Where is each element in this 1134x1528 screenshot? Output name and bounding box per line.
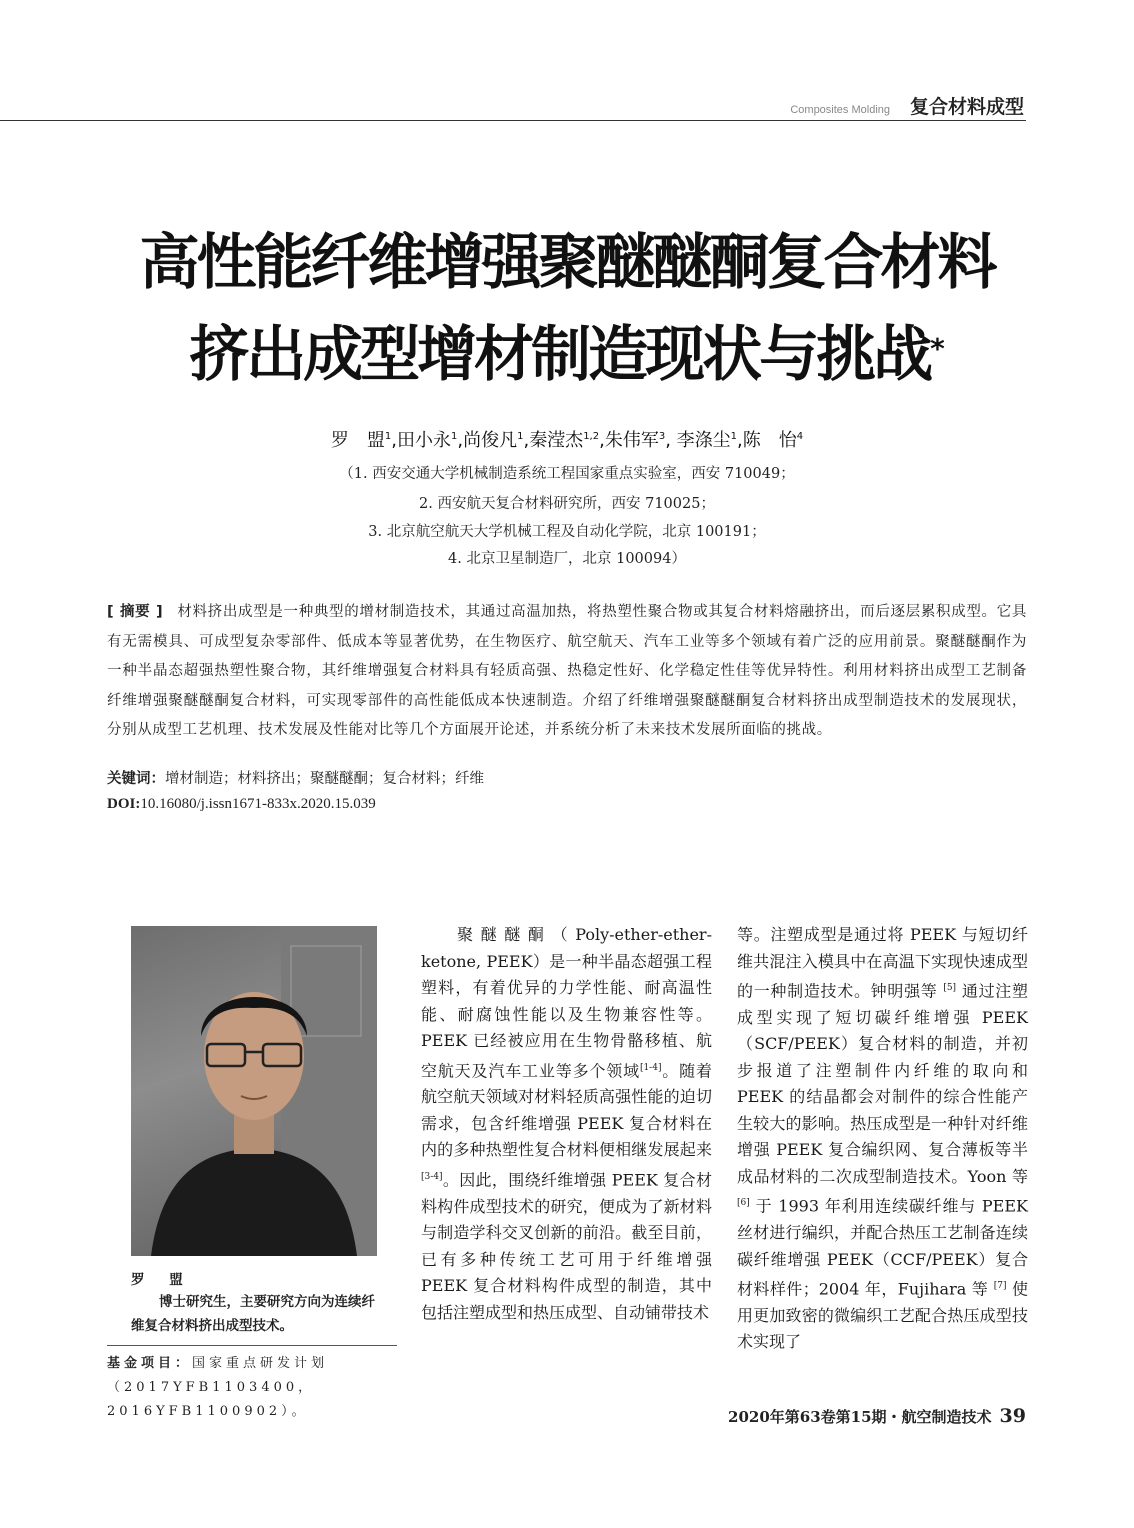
funding-note [107,1352,397,1424]
article-title-line2: 挤出成型增材制造现状与挑战* [189,320,945,390]
doi-label: DOI: [107,796,141,812]
doi [107,796,376,813]
citation-ref: [5] [943,983,957,993]
abstract [107,598,1027,746]
author-caption-name: 罗 盟 [131,1272,193,1288]
author: 田小永$^1$ [396,430,458,451]
author-photo [131,926,377,1256]
author-list: 罗 盟$^1$,田小永$^1$,尚俊凡$^1$,秦滢杰$^{1,2}$,朱伟军$^3$, 李涤尘$^1$,陈 怡$^4$ [330,430,804,451]
affiliation: （1. 西安交通大学机械制造系统工程国家重点实验室，西安 710049； [339,466,795,482]
funding-text: 国家重点研发计划（2017YFB1103400，2016YFB1100902）。 [107,1356,329,1419]
author: 李涤尘$^1$ [676,430,738,451]
body-column-2 [737,922,1028,1356]
author: 陈 怡$^4$ [742,430,804,451]
body-column-1 [421,922,712,1326]
citation-ref: [3-4] [421,1171,443,1182]
author-caption-bio: 博士研究生，主要研究方向为连续纤维复合材料挤出成型技术。 [131,1294,375,1334]
divider [107,1345,397,1346]
keywords-label: 关键词： [107,771,165,787]
citation-ref: [1-4] [639,1062,662,1073]
abstract-label: [ 摘要 ] [107,604,164,620]
author: 罗 盟$^1$ [330,430,392,451]
body-paragraph: 等。注塑成型是通过将 PEEK 与短切纤维共混注入模具中在高温下实现快速成型的一种制造技术。钟明强等 [5] 通过注塑成型实现了短切碳纤维增强 PEEK（SCF/PEEK）复合材料的制造，并初步报道了注塑制件内纤维的取向和 PEEK 的结晶都会对制件的综合性能产生较大的影响。热压成型是一种针对纤维增强 PEEK 复合编织网、复合薄板等半成品材料的二次成型制造技术。Yoon 等 [6] 于 1993 年利用连续碳纤维与 PEEK 丝材进行编织，并配合热压工艺制备连续碳纤维增强 PEEK（CCF/PEEK）复合材料样件；2004 年，Fujihara 等 [7] 使用更加致密的微编织工艺配合热压成型技术实现了 [737,925,1028,1352]
affiliation: 2. 西安航天复合材料研究所，西安 710025； [419,496,715,512]
citation-ref: [6] [737,1198,750,1209]
article-title-line1: 高性能纤维增强聚醚醚酮复合材料 [139,228,995,298]
author-portrait-icon [131,926,377,1256]
affiliation: 4. 北京卫星制造厂，北京 100094） [448,551,686,567]
keywords [107,767,484,788]
author: 秦滢杰$^{1,2}$ [529,430,600,451]
page-footer [728,1405,1026,1427]
body-paragraph: 聚醚醚酮（Poly-ether-ether-ketone, PEEK）是一种半晶态超强工程塑料，有着优异的力学性能、耐高温性能、耐腐蚀性能以及生物兼容性等。PEEK 已经被应用在生物骨骼移植、航空航天及汽车工业等多个领域[1-4]。随着航空航天领域对材料轻质高强性能的迫切需求，包含纤维增强 PEEK 复合材料在内的多种热塑性复合材料便相继发展起来[3-4]。因此，围绕纤维增强 PEEK 复合材料构件成型技术的研究，便成为了新材料与制造学科交叉创新的前沿。截至目前，已有多种传统工艺可用于纤维增强 PEEK 复合材料构件成型的制造，其中包括注塑成型和热压成型、自动铺带技术 [421,925,712,1322]
title-footnote-mark: * [930,332,945,365]
keywords-text: 增材制造；材料挤出；聚醚醚酮；复合材料；纤维 [165,771,484,787]
author: 尚俊凡$^1$ [463,430,524,451]
abstract-text: 材料挤出成型是一种典型的增材制造技术，其通过高温加热，将热塑性聚合物或其复合材料熔融挤出，而后逐层累积成型。它具有无需模具、可成型复杂零部件、低成本等显著优势，在生物医疗、航空航天、汽车工业等多个领域有着广泛的应用前景。聚醚醚酮作为一种半晶态超强热塑性聚合物，其纤维增强复合材料具有轻质高强、热稳定性好、化学稳定性佳等优异特性。利用材料挤出成型工艺制备纤维增强聚醚醚酮复合材料，可实现零部件的高性能低成本快速制造。介绍了纤维增强聚醚醚酮复合材料挤出成型制造技术的发展现状，分别从成型工艺机理、技术发展及性能对比等几个方面展开论述，并系统分析了未来技术发展所面临的挑战。 [107,604,1027,738]
header-journal-section-cn: 复合材料成型 [909,96,1024,118]
affiliation: 3. 北京航空航天大学机械工程及自动化学院，北京 100191； [368,524,766,540]
author: 朱伟军$^3$ [604,430,666,451]
funding-label: 基金项目： [107,1356,193,1371]
doi-text: 10.16080/j.issn1671-833x.2020.15.039 [140,796,376,812]
citation-ref: [7] [993,1281,1007,1292]
footer-journal-issue: 2020年第63卷第15期・航空制造技术 [728,1408,992,1426]
page-number: 39 [999,1405,1026,1427]
running-header [0,88,1026,121]
header-journal-section-en: Composites Molding [790,104,890,116]
